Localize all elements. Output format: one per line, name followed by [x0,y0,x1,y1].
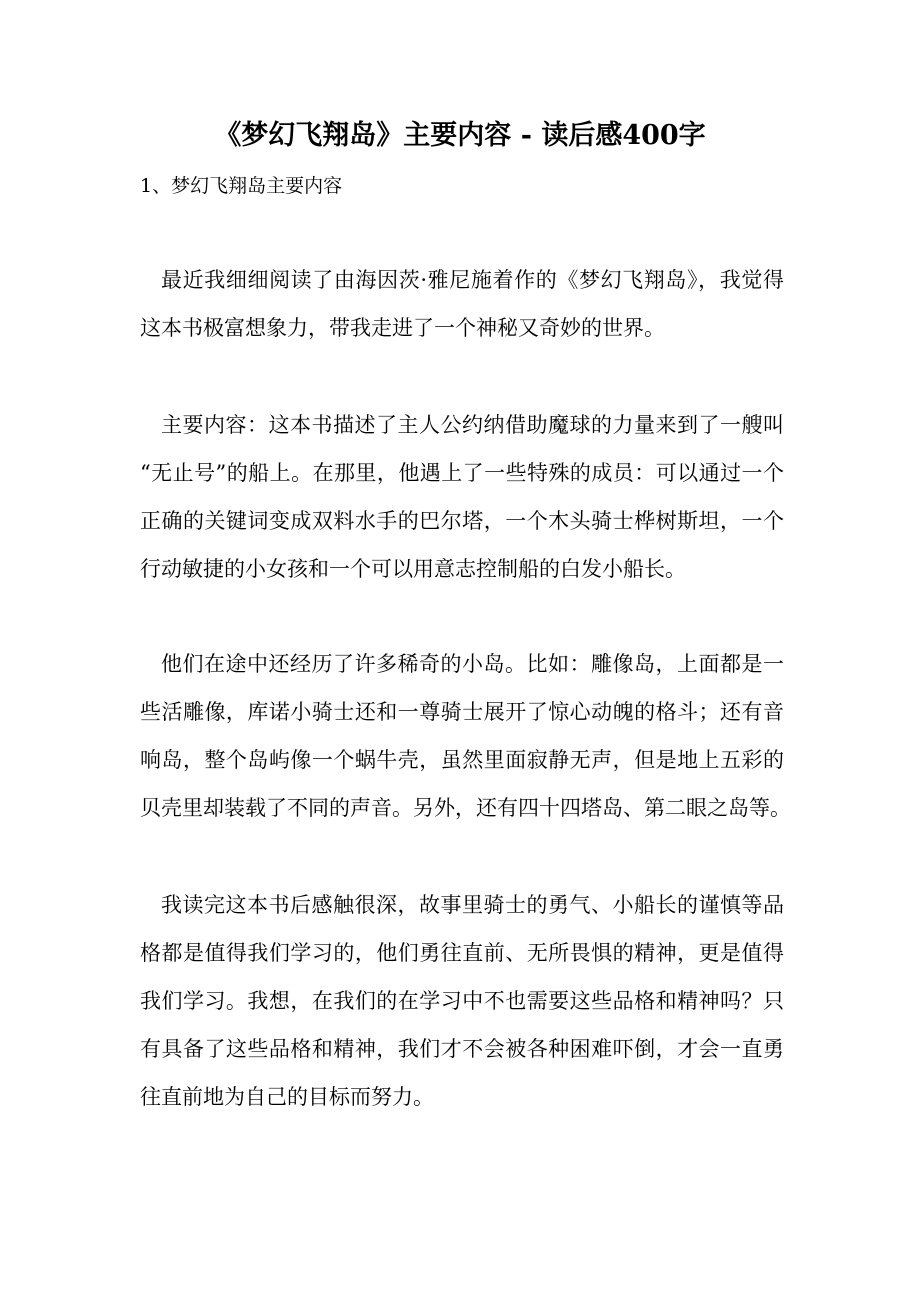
document-title: 《梦幻飞翔岛》主要内容 - 读后感400字 [214,120,706,151]
text-line: 他们在途中还经历了许多稀奇的小岛。比如：雕像岛，上面都是一 [161,652,784,676]
text-line: 格都是值得我们学习的，他们勇往直前、无所畏惧的精神，更是值得 [140,941,784,965]
text-line: 这本书极富想象力，带我走进了一个神秘又奇妙的世界。 [140,316,665,340]
paragraph-islands [140,640,791,832]
text-line: 我读完这本书后感触很深，故事里骑士的勇气、小船长的谨慎等品 [161,893,784,917]
text-line: 响岛，整个岛屿像一个蜗牛壳，虽然里面寂静无声，但是地上五彩的 [140,748,784,772]
text-line: 正确的关键词变成双料水手的巴尔塔，一个木头骑士桦树斯坦，一个 [140,509,784,533]
text-line: 主要内容：这本书描述了主人公约纳借助魔球的力量来到了一艘叫 [161,413,784,437]
paragraph-reflection [140,881,784,1121]
text-line: “无止号”的船上。在那里，他遇上了一些特殊的成员：可以通过一个 [140,461,784,485]
text-line: 行动敏捷的小女孩和一个可以用意志控制船的白发小船长。 [140,557,686,581]
text-line: 些活雕像，库诺小骑士还和一尊骑士展开了惊心动魄的格斗；还有音 [140,700,784,724]
text-line: 往直前地为自己的目标而努力。 [140,1085,434,1109]
paragraph-main-content [140,401,784,593]
text-line: 我们学习。我想，在我们的在学习中不也需要这些品格和精神吗？只 [140,989,784,1013]
text-line: 有具备了这些品格和精神，我们才不会被各种困难吓倒，才会一直勇 [140,1037,784,1061]
text-line: 贝壳里却装载了不同的声音。另外，还有四十四塔岛、第二眼之岛等。 [140,796,791,820]
paragraph-intro [140,256,784,352]
text-line: 最近我细细阅读了由海因茨·雅尼施着作的《梦幻飞翔岛》，我觉得 [161,268,784,292]
section-heading: 1、梦幻飞翔岛主要内容 [140,175,343,197]
